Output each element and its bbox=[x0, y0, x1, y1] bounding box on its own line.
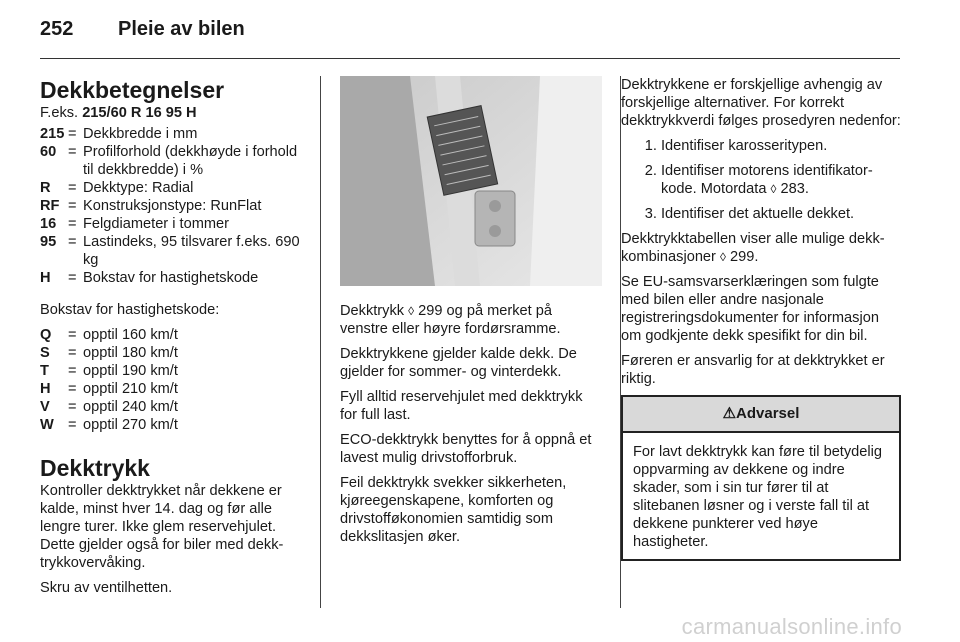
warning-text: For lavt dekktrykk kan føre til betydelig oppvarming av dekkene og indre skader, som i sin tur fører til at slitebanen løsner og i verste fall til at dekkene punkterer ved høye hastigheter. bbox=[633, 444, 882, 550]
column-2 bbox=[340, 76, 602, 553]
equals-sign: = bbox=[68, 126, 77, 142]
pressure-paragraph-2: Skru av ventilhetten. bbox=[40, 580, 173, 596]
equals-sign: = bbox=[68, 144, 77, 160]
term-key: 60 bbox=[40, 144, 57, 160]
term-value: opptil 160 km/t bbox=[83, 327, 178, 343]
term-value: opptil 190 km/t bbox=[83, 363, 178, 379]
example-value: 215/60 R 16 95 H bbox=[82, 105, 197, 121]
procedure-step: 2. Identifiser motorens identifikatorkode. Motordata ◊ 283. bbox=[661, 162, 901, 198]
warning-box bbox=[621, 395, 901, 561]
term-key: 95 bbox=[40, 234, 57, 250]
procedure-steps bbox=[621, 137, 901, 223]
term-key: W bbox=[40, 417, 54, 433]
equals-sign: = bbox=[68, 216, 77, 232]
equals-sign: = bbox=[68, 363, 77, 379]
term-key: H bbox=[40, 381, 51, 397]
term-value: opptil 270 km/t bbox=[83, 417, 178, 433]
col2-paragraph-3: Fyll alltid reservehjulet med dekktrykk for full last. bbox=[340, 389, 583, 423]
equals-sign: = bbox=[68, 417, 77, 433]
column-divider-1 bbox=[320, 76, 321, 608]
door-frame-tyre-label-photo bbox=[340, 76, 602, 286]
equals-sign: = bbox=[68, 381, 77, 397]
equals-sign: = bbox=[68, 180, 77, 196]
page-header bbox=[40, 18, 245, 41]
term-value: Konstruksjonstype: RunFlat bbox=[83, 198, 262, 214]
pressure-location-text: Dekktrykk ◊ 299 og på merket på venstre eller høyre fordørsramme. bbox=[340, 303, 561, 337]
term-value: opptil 210 km/t bbox=[83, 381, 178, 397]
warning-icon: ⚠ bbox=[722, 405, 737, 422]
footer-watermark: carmanualsonline.info bbox=[681, 614, 902, 639]
col2-paragraph-2: Dekktrykkene gjelder kalde dekk. De gjelder for sommer- og vinterdekk. bbox=[340, 346, 577, 380]
term-key: T bbox=[40, 363, 49, 379]
speed-code-list bbox=[40, 326, 305, 434]
term-key: 215 bbox=[40, 126, 65, 142]
col2-paragraph-4: ECO-dekktrykk benyttes for å oppnå et lavest mulig drivstofforbruk. bbox=[340, 432, 592, 466]
procedure-step: 1. Identifiser karosseritypen. bbox=[661, 137, 901, 155]
equals-sign: = bbox=[68, 345, 77, 361]
term-value: opptil 240 km/t bbox=[83, 399, 178, 415]
xref-page-299[interactable]: 299 bbox=[418, 303, 443, 319]
column-3 bbox=[621, 76, 901, 561]
section-heading-tyre-designations: Dekkbetegnelser bbox=[40, 77, 225, 103]
term-value: Bokstav for hastighetskode bbox=[83, 270, 259, 286]
col3-paragraph-4: Føreren er ansvarlig for at dekktrykket er riktig. bbox=[621, 353, 885, 387]
column-1 bbox=[40, 76, 305, 604]
example-prefix: F.eks. bbox=[40, 105, 79, 121]
xref-page-283[interactable]: 283 bbox=[780, 181, 805, 197]
xref-icon: ◊ bbox=[408, 304, 415, 318]
equals-sign: = bbox=[68, 327, 77, 343]
xref-page-299[interactable]: 299 bbox=[729, 249, 755, 265]
term-value: opptil 180 km/t bbox=[83, 345, 178, 361]
term-value: Felgdiameter i tommer bbox=[83, 216, 229, 232]
term-value: Profilforhold (dekkhøyde i forhold til dekkbredde) i % bbox=[83, 144, 298, 178]
designation-list bbox=[40, 125, 305, 287]
procedure-step: 3. Identifiser det aktuelle dekket. bbox=[661, 205, 901, 223]
term-key: 16 bbox=[40, 216, 57, 232]
term-key: H bbox=[40, 270, 51, 286]
term-value: Dekktype: Radial bbox=[83, 180, 194, 196]
section-heading-tyre-pressure: Dekktrykk bbox=[40, 455, 150, 481]
term-value: Dekkbredde i mm bbox=[83, 126, 198, 142]
pressure-paragraph-1: Kontroller dekktrykket når dekkene er kalde, minst hver 14. dag og før alle lengre turer. Ikke glem reservehjulet. Dette gjelder også for biler med dekktrykkovervåking. bbox=[40, 483, 284, 571]
equals-sign: = bbox=[68, 270, 77, 286]
col2-paragraph-5: Feil dekktrykk svekker sikkerheten, kjøreegenskapene, komforten og drivstofføkonomien samtidig som dekkslitasjen øker. bbox=[340, 475, 567, 545]
xref-icon: ◊ bbox=[770, 182, 777, 196]
header-rule bbox=[40, 58, 900, 59]
equals-sign: = bbox=[68, 198, 77, 214]
term-key: RF bbox=[40, 198, 60, 214]
term-value: Lastindeks, 95 tilsvarer f.eks. 690 kg bbox=[83, 234, 300, 268]
page-title: Pleie av bilen bbox=[118, 18, 245, 40]
page-number: 252 bbox=[40, 18, 74, 40]
col3-paragraph-3: Se EU-samsvarserklæringen som fulgte med bilen eller andre nasjonale registreringsdokumenter for informasjon om godkjente dekk spesifikt for din bil. bbox=[621, 274, 879, 344]
speed-intro: Bokstav for hastighetskode: bbox=[40, 302, 220, 318]
warning-header bbox=[623, 397, 899, 433]
col3-intro: Dekktrykkene er forskjellige avhengig av forskjellige alternativer. For korrekt dekktrykkverdi følges prosedyren nedenfor: bbox=[621, 77, 901, 129]
term-key: Q bbox=[40, 327, 52, 343]
equals-sign: = bbox=[68, 234, 77, 250]
designation-example bbox=[40, 104, 305, 122]
xref-icon: ◊ bbox=[719, 250, 726, 264]
warning-title: Advarsel bbox=[736, 405, 800, 422]
combinations-text: Dekktrykktabellen viser alle mulige dekk-kombinasjoner ◊ 299. bbox=[621, 231, 885, 265]
term-key: V bbox=[40, 399, 50, 415]
term-key: S bbox=[40, 345, 50, 361]
equals-sign: = bbox=[68, 399, 77, 415]
term-key: R bbox=[40, 180, 51, 196]
